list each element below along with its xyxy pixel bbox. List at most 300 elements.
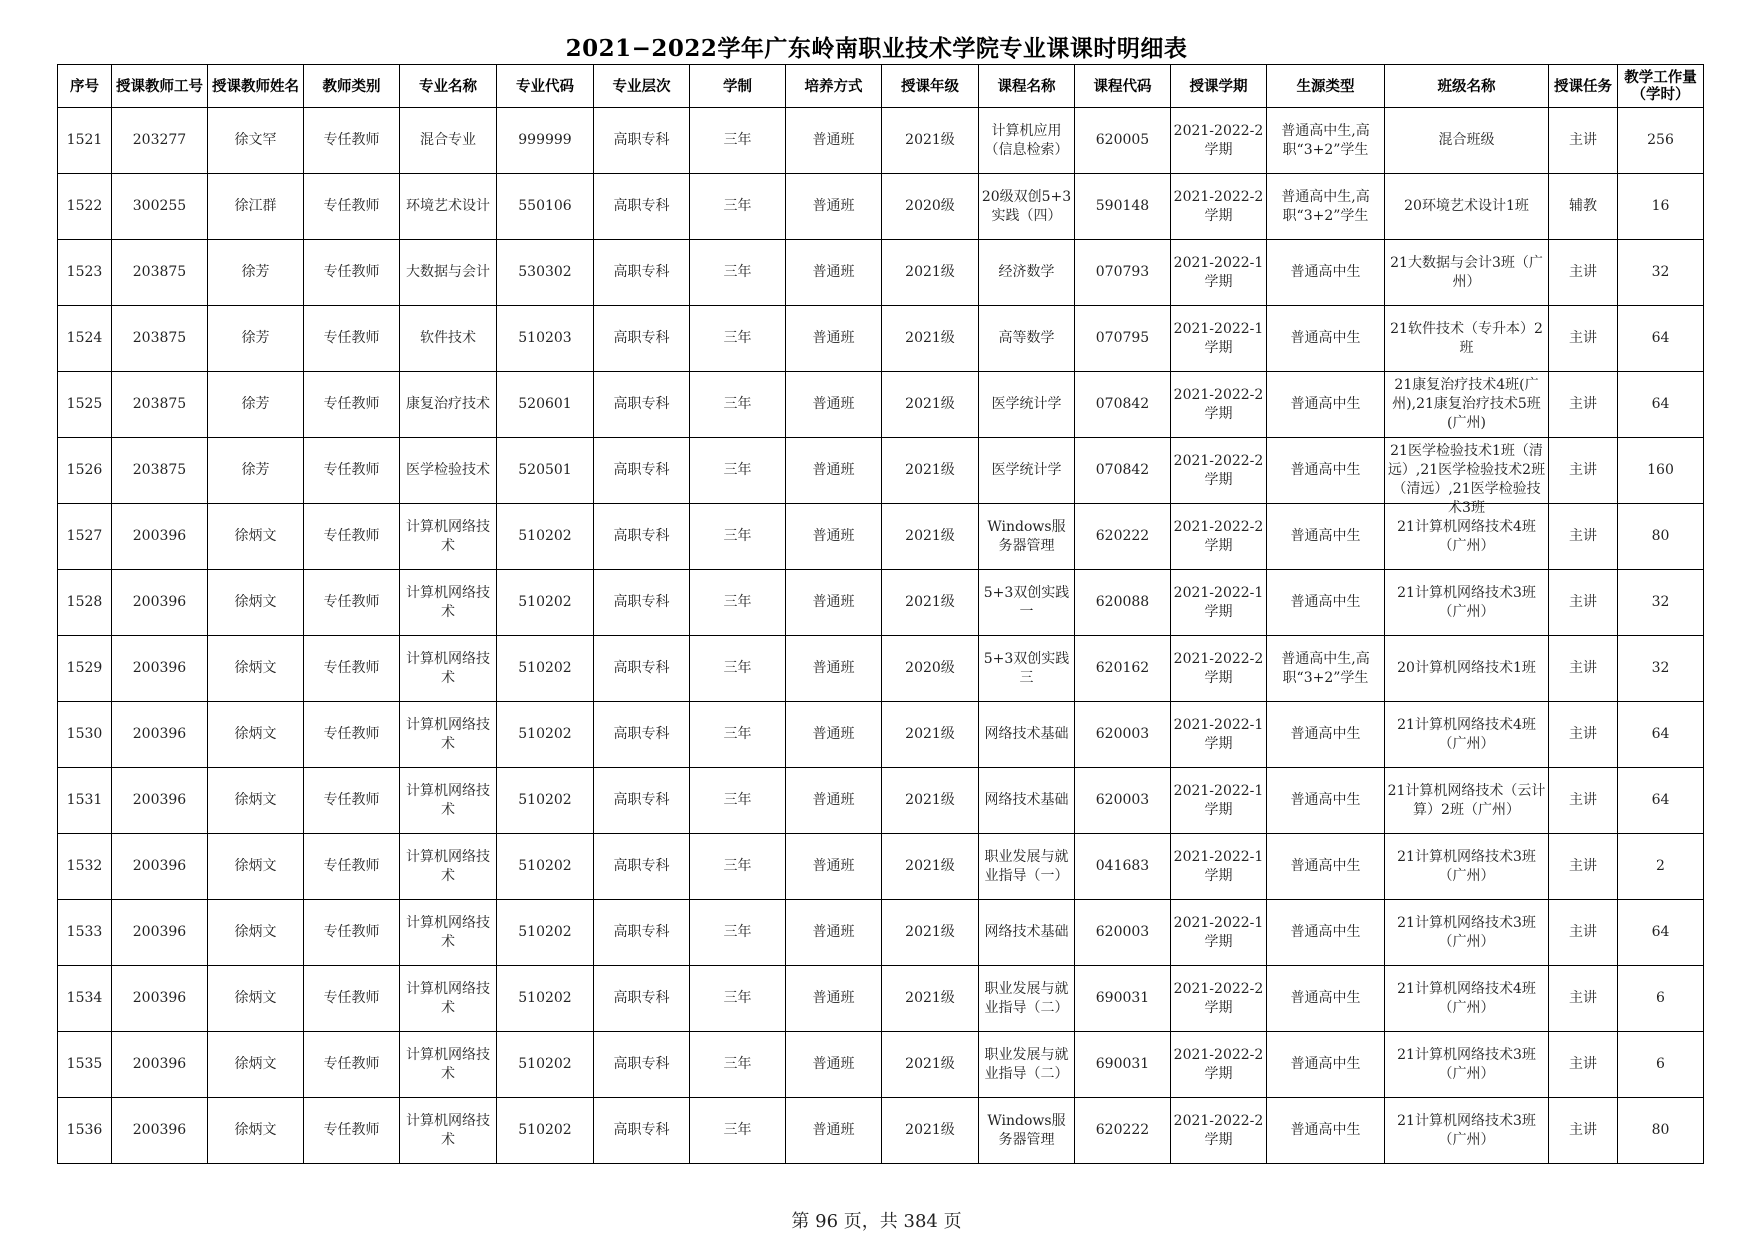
cell-text: 510202 — [518, 528, 572, 544]
cell-text: 高职专科 — [613, 924, 670, 940]
cell-text: 主讲 — [1569, 396, 1597, 412]
cell-major-name — [400, 1032, 497, 1098]
cell-course-code — [1075, 702, 1171, 768]
cell-training-mode — [786, 834, 882, 900]
cell-text: 1526 — [66, 462, 103, 478]
cell-duration — [690, 306, 786, 372]
cell-text: 高职专科 — [613, 1056, 670, 1072]
cell-text: 专任教师 — [323, 330, 380, 346]
cell-text: 高职专科 — [613, 660, 670, 676]
cell-workload — [1618, 372, 1704, 438]
cell-text: 21计算机网络技术3班（广州） — [1397, 1046, 1536, 1082]
cell-seq — [58, 966, 112, 1032]
cell-workload — [1618, 108, 1704, 174]
cell-teacher-name — [208, 372, 304, 438]
cell-text: 2021级 — [905, 330, 955, 346]
cell-text: 2021级 — [905, 990, 955, 1006]
cell-text: 2021-2022-1学期 — [1173, 848, 1264, 884]
cell-major-level — [594, 372, 690, 438]
cell-text: 32 — [1651, 660, 1670, 676]
cell-text: 普通高中生,高职“3+2”学生 — [1281, 188, 1370, 224]
cell-text: 520601 — [518, 396, 572, 412]
cell-seq — [58, 570, 112, 636]
cell-text: 200396 — [132, 1122, 187, 1138]
cell-course-name — [979, 900, 1075, 966]
cell-teacher-name — [208, 504, 304, 570]
cell-text: 20环境艺术设计1班 — [1404, 198, 1529, 214]
cell-text: 专任教师 — [323, 792, 380, 808]
cell-text: 专任教师 — [323, 1122, 380, 1138]
cell-text: 1525 — [66, 396, 103, 412]
cell-text: 普通高中生 — [1290, 594, 1361, 610]
cell-major-code — [497, 768, 594, 834]
cell-text: 计算机网络技术 — [406, 1046, 490, 1082]
cell-seq — [58, 1098, 112, 1164]
cell-teacher-id — [112, 1032, 208, 1098]
cell-text: 医学统计学 — [991, 462, 1062, 478]
cell-text: 2021级 — [905, 924, 955, 940]
cell-course-code — [1075, 966, 1171, 1032]
cell-teacher-id — [112, 570, 208, 636]
cell-text: 2 — [1656, 858, 1665, 874]
cell-workload — [1618, 504, 1704, 570]
table-row — [58, 636, 1704, 702]
cell-teacher-type — [304, 306, 400, 372]
cell-seq — [58, 372, 112, 438]
cell-text: 2021-2022-2学期 — [1173, 122, 1264, 158]
cell-text: 620003 — [1095, 792, 1150, 808]
cell-text: 计算机网络技术 — [406, 716, 490, 752]
cell-text: 21计算机网络技术3班（广州） — [1397, 848, 1536, 884]
cell-course-code — [1075, 834, 1171, 900]
cell-text: 2020级 — [905, 198, 955, 214]
cell-major-code — [497, 438, 594, 504]
table-row — [58, 966, 1704, 1032]
cell-text: 专任教师 — [323, 990, 380, 1006]
cell-term — [1171, 834, 1267, 900]
cell-text: 普通高中生,高职“3+2”学生 — [1281, 122, 1370, 158]
cell-course-name — [979, 636, 1075, 702]
header-col-major-name: 专业名称 — [400, 65, 497, 108]
table-row — [58, 438, 1704, 504]
cell-class-name — [1385, 1098, 1549, 1164]
cell-task — [1549, 438, 1618, 504]
cell-task — [1549, 900, 1618, 966]
cell-text: 三年 — [723, 198, 752, 214]
cell-major-name — [400, 372, 497, 438]
cell-major-level — [594, 240, 690, 306]
cell-text: 1536 — [66, 1122, 103, 1138]
cell-major-code — [497, 174, 594, 240]
cell-duration — [690, 834, 786, 900]
cell-text: 普通班 — [812, 726, 855, 742]
cell-course-code — [1075, 1032, 1171, 1098]
cell-text: 普通班 — [812, 660, 855, 676]
header-col-class-name: 班级名称 — [1385, 65, 1549, 108]
cell-major-code — [497, 834, 594, 900]
cell-training-mode — [786, 504, 882, 570]
cell-major-name — [400, 834, 497, 900]
cell-task — [1549, 108, 1618, 174]
cell-seq — [58, 174, 112, 240]
cell-text: 徐炳文 — [234, 924, 277, 940]
cell-text: 专任教师 — [323, 594, 380, 610]
cell-duration — [690, 768, 786, 834]
cell-student-source — [1267, 438, 1385, 504]
cell-text: 普通班 — [812, 462, 855, 478]
cell-course-name — [979, 1032, 1075, 1098]
cell-text: 1524 — [66, 330, 103, 346]
cell-teacher-id — [112, 174, 208, 240]
cell-text: 高职专科 — [613, 132, 670, 148]
cell-training-mode — [786, 570, 882, 636]
cell-workload — [1618, 1032, 1704, 1098]
cell-text: 普通班 — [812, 330, 855, 346]
cell-teacher-type — [304, 108, 400, 174]
cell-text: 普通高中生 — [1290, 792, 1361, 808]
cell-teacher-name — [208, 1032, 304, 1098]
cell-text: 普通高中生 — [1290, 528, 1361, 544]
cell-training-mode — [786, 372, 882, 438]
cell-seq — [58, 306, 112, 372]
cell-text: 041683 — [1095, 858, 1150, 874]
cell-text: 计算机网络技术 — [406, 848, 490, 884]
table-row — [58, 570, 1704, 636]
cell-course-code — [1075, 108, 1171, 174]
cell-seq — [58, 1032, 112, 1098]
cell-class-name — [1385, 1032, 1549, 1098]
cell-duration — [690, 438, 786, 504]
cell-text: 2021级 — [905, 264, 955, 280]
header-col-term: 授课学期 — [1171, 65, 1267, 108]
cell-seq — [58, 504, 112, 570]
cell-text: 普通高中生 — [1290, 858, 1361, 874]
cell-grade — [882, 900, 979, 966]
cell-text: 550106 — [518, 198, 572, 214]
cell-workload — [1618, 636, 1704, 702]
cell-major-code — [497, 504, 594, 570]
table-header-row — [58, 65, 1704, 108]
cell-text: 普通高中生 — [1290, 264, 1361, 280]
cell-workload — [1618, 1098, 1704, 1164]
cell-workload — [1618, 240, 1704, 306]
cell-text: 21计算机网络技术3班（广州） — [1397, 584, 1536, 620]
cell-grade — [882, 438, 979, 504]
cell-course-name — [979, 306, 1075, 372]
cell-text: 高职专科 — [613, 1122, 670, 1138]
cell-text: 高职专科 — [613, 792, 670, 808]
header-col-teacher-name: 授课教师姓名 — [208, 65, 304, 108]
cell-major-level — [594, 768, 690, 834]
cell-text: 三年 — [723, 132, 752, 148]
cell-text: 网络技术基础 — [984, 924, 1069, 940]
cell-task — [1549, 702, 1618, 768]
cell-text: 21软件技术（专升本）2班 — [1390, 320, 1543, 356]
cell-text: 三年 — [723, 264, 752, 280]
cell-text: 普通班 — [812, 1122, 855, 1138]
cell-text: 三年 — [723, 1056, 752, 1072]
cell-grade — [882, 1032, 979, 1098]
cell-text: 环境艺术设计 — [406, 198, 490, 214]
cell-text: 1531 — [66, 792, 103, 808]
cell-major-level — [594, 1032, 690, 1098]
cell-text: 2021-2022-2学期 — [1173, 1046, 1264, 1082]
cell-text: 普通班 — [812, 858, 855, 874]
cell-text: 三年 — [723, 858, 752, 874]
cell-teacher-type — [304, 636, 400, 702]
cell-text: 三年 — [723, 660, 752, 676]
cell-major-name — [400, 570, 497, 636]
cell-text: 1533 — [66, 924, 103, 940]
cell-teacher-id — [112, 108, 208, 174]
cell-task — [1549, 174, 1618, 240]
cell-class-name — [1385, 174, 1549, 240]
cell-text: 2021级 — [905, 462, 955, 478]
cell-major-code — [497, 1098, 594, 1164]
cell-teacher-type — [304, 702, 400, 768]
cell-text: 530302 — [518, 264, 572, 280]
cell-text: 32 — [1651, 264, 1670, 280]
cell-teacher-id — [112, 1098, 208, 1164]
cell-text: 2021-2022-2学期 — [1173, 1112, 1264, 1148]
table-row — [58, 108, 1704, 174]
cell-text: 普通班 — [812, 924, 855, 940]
cell-workload — [1618, 702, 1704, 768]
cell-training-mode — [786, 636, 882, 702]
cell-seq — [58, 702, 112, 768]
cell-text: 620088 — [1095, 594, 1150, 610]
cell-grade — [882, 174, 979, 240]
cell-text: 20计算机网络技术1班 — [1397, 660, 1536, 676]
table-row — [58, 768, 1704, 834]
cell-course-code — [1075, 240, 1171, 306]
cell-text: 620003 — [1095, 924, 1150, 940]
cell-teacher-name — [208, 702, 304, 768]
cell-text: 主讲 — [1569, 462, 1597, 478]
cell-text: 64 — [1651, 792, 1670, 808]
header-col-course-code: 课程代码 — [1075, 65, 1171, 108]
cell-course-code — [1075, 1098, 1171, 1164]
cell-term — [1171, 306, 1267, 372]
cell-text: 999999 — [518, 132, 572, 148]
cell-workload — [1618, 570, 1704, 636]
cell-term — [1171, 570, 1267, 636]
cell-text: 2021-2022-1学期 — [1173, 320, 1264, 356]
cell-text: 070842 — [1095, 462, 1150, 478]
cell-student-source — [1267, 834, 1385, 900]
cell-text: 三年 — [723, 330, 752, 346]
cell-text: 2021-2022-2学期 — [1173, 188, 1264, 224]
cell-text: 徐炳文 — [234, 726, 277, 742]
cell-text: 2021级 — [905, 858, 955, 874]
cell-text: 计算机网络技术 — [406, 782, 490, 818]
cell-text: 690031 — [1095, 990, 1150, 1006]
cell-training-mode — [786, 174, 882, 240]
cell-text: 计算机网络技术 — [406, 914, 490, 950]
cell-course-name — [979, 702, 1075, 768]
cell-text: 徐炳文 — [234, 1122, 277, 1138]
cell-text: 计算机网络技术 — [406, 518, 490, 554]
cell-text: 混合班级 — [1438, 132, 1495, 148]
cell-course-name — [979, 438, 1075, 504]
cell-text: 200396 — [132, 924, 187, 940]
cell-text: 专任教师 — [323, 1056, 380, 1072]
cell-text: 21大数据与会计3班（广州） — [1390, 254, 1543, 290]
cell-text: 64 — [1651, 726, 1670, 742]
cell-course-code — [1075, 570, 1171, 636]
cell-text: 1534 — [66, 990, 103, 1006]
cell-major-code — [497, 1032, 594, 1098]
cell-text: 203875 — [132, 396, 187, 412]
cell-teacher-name — [208, 306, 304, 372]
cell-text: 20级双创5+3实践（四） — [981, 188, 1072, 224]
cell-text: 普通高中生 — [1290, 1056, 1361, 1072]
cell-text: 1522 — [66, 198, 103, 214]
cell-major-level — [594, 900, 690, 966]
cell-training-mode — [786, 768, 882, 834]
cell-student-source — [1267, 504, 1385, 570]
cell-student-source — [1267, 174, 1385, 240]
cell-teacher-name — [208, 834, 304, 900]
cell-major-level — [594, 966, 690, 1032]
cell-text: 徐芳 — [241, 264, 270, 280]
cell-workload — [1618, 834, 1704, 900]
cell-course-code — [1075, 174, 1171, 240]
cell-grade — [882, 1098, 979, 1164]
cell-text: 16 — [1651, 198, 1670, 214]
cell-grade — [882, 504, 979, 570]
cell-major-level — [594, 306, 690, 372]
cell-course-name — [979, 966, 1075, 1032]
cell-text: 高职专科 — [613, 990, 670, 1006]
cell-text: 主讲 — [1569, 330, 1597, 346]
cell-seq — [58, 900, 112, 966]
cell-term — [1171, 504, 1267, 570]
cell-task — [1549, 768, 1618, 834]
cell-text: 专任教师 — [323, 396, 380, 412]
cell-text: 高等数学 — [998, 330, 1055, 346]
cell-student-source — [1267, 306, 1385, 372]
cell-text: 510202 — [518, 594, 572, 610]
cell-major-code — [497, 108, 594, 174]
cell-term — [1171, 900, 1267, 966]
cell-text: 职业发展与就业指导（二） — [984, 1046, 1069, 1082]
cell-course-code — [1075, 636, 1171, 702]
cell-text: 2021-2022-1学期 — [1173, 914, 1264, 950]
cell-training-mode — [786, 108, 882, 174]
cell-text: 32 — [1651, 594, 1670, 610]
cell-text: 2021级 — [905, 396, 955, 412]
cell-duration — [690, 900, 786, 966]
cell-term — [1171, 240, 1267, 306]
cell-major-code — [497, 900, 594, 966]
cell-text: 专任教师 — [323, 198, 380, 214]
cell-grade — [882, 834, 979, 900]
cell-text: 2021-2022-2学期 — [1173, 980, 1264, 1016]
cell-text: 普通高中生 — [1290, 330, 1361, 346]
cell-major-name — [400, 108, 497, 174]
cell-term — [1171, 768, 1267, 834]
cell-text: 2021级 — [905, 1122, 955, 1138]
cell-text: 200396 — [132, 660, 187, 676]
cell-text: 1528 — [66, 594, 103, 610]
cell-major-name — [400, 1098, 497, 1164]
cell-grade — [882, 240, 979, 306]
cell-duration — [690, 1098, 786, 1164]
cell-duration — [690, 702, 786, 768]
cell-major-code — [497, 570, 594, 636]
cell-class-name — [1385, 306, 1549, 372]
cell-text: 1529 — [66, 660, 103, 676]
cell-text: 2021级 — [905, 726, 955, 742]
table-row — [58, 372, 1704, 438]
cell-training-mode — [786, 1098, 882, 1164]
cell-text: 203875 — [132, 264, 187, 280]
cell-course-code — [1075, 372, 1171, 438]
cell-text: 普通高中生,高职“3+2”学生 — [1281, 650, 1370, 686]
cell-text: Windows服务器管理 — [987, 518, 1066, 554]
cell-text: 1527 — [66, 528, 103, 544]
cell-text: 计算机网络技术 — [406, 980, 490, 1016]
cell-text: 徐炳文 — [234, 792, 277, 808]
cell-text: 计算机网络技术 — [406, 1112, 490, 1148]
cell-text: 混合专业 — [420, 132, 476, 148]
table-row — [58, 1032, 1704, 1098]
cell-course-name — [979, 570, 1075, 636]
cell-text: 2021级 — [905, 1056, 955, 1072]
cell-text: 主讲 — [1569, 132, 1597, 148]
cell-text: 1530 — [66, 726, 103, 742]
header-col-student-source: 生源类型 — [1267, 65, 1385, 108]
cell-text: 510202 — [518, 792, 572, 808]
cell-teacher-type — [304, 1098, 400, 1164]
cell-text: 三年 — [723, 990, 752, 1006]
cell-class-name — [1385, 966, 1549, 1032]
cell-text: 80 — [1651, 528, 1670, 544]
cell-text: 徐炳文 — [234, 660, 277, 676]
table-row — [58, 1098, 1704, 1164]
cell-major-level — [594, 570, 690, 636]
cell-seq — [58, 636, 112, 702]
cell-major-level — [594, 438, 690, 504]
cell-text: 高职专科 — [613, 528, 670, 544]
cell-term — [1171, 174, 1267, 240]
cell-class-name — [1385, 834, 1549, 900]
cell-duration — [690, 504, 786, 570]
cell-text: 专任教师 — [323, 264, 380, 280]
cell-class-name — [1385, 900, 1549, 966]
cell-text: 21医学检验技术1班（清远）,21医学检验技术2班（清远）,21医学检验技术3班 — [1387, 443, 1546, 516]
cell-text: 2021-2022-2学期 — [1173, 518, 1264, 554]
cell-grade — [882, 636, 979, 702]
cell-term — [1171, 636, 1267, 702]
cell-grade — [882, 966, 979, 1032]
cell-text: 510202 — [518, 924, 572, 940]
cell-text: 主讲 — [1569, 858, 1597, 874]
cell-text: 21计算机网络技术4班（广州） — [1397, 980, 1536, 1016]
cell-text: 徐芳 — [241, 330, 270, 346]
cell-text: 计算机应用（信息检索） — [984, 122, 1069, 158]
cell-text: 网络技术基础 — [984, 726, 1069, 742]
cell-text: 主讲 — [1569, 594, 1597, 610]
cell-text: 普通班 — [812, 396, 855, 412]
cell-text: 510202 — [518, 1122, 572, 1138]
cell-text: 21计算机网络技术3班（广州） — [1397, 1112, 1536, 1148]
cell-text: 510202 — [518, 1056, 572, 1072]
cell-major-level — [594, 108, 690, 174]
cell-text: 专任教师 — [323, 462, 380, 478]
cell-teacher-name — [208, 636, 304, 702]
